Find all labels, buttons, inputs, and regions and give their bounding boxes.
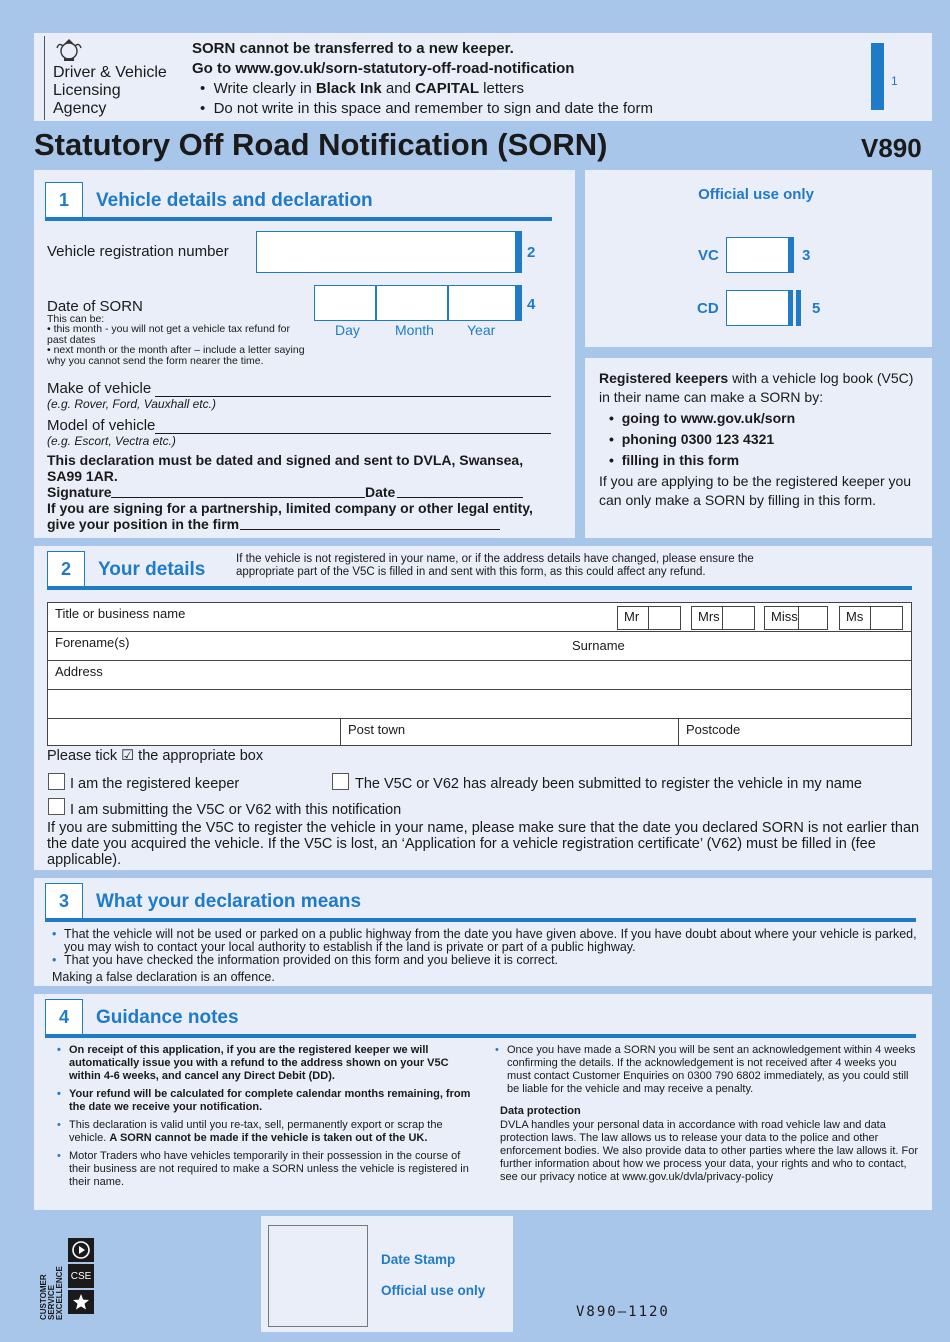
date-note-intro: This can be: xyxy=(47,313,105,325)
sorn-day-input[interactable] xyxy=(314,285,376,321)
section3-title: What your declaration means xyxy=(96,891,362,912)
official-use-footer: Official use only xyxy=(381,1283,486,1298)
model-example: (e.g. Escort, Vectra etc.) xyxy=(47,434,176,448)
model-input[interactable] xyxy=(155,418,551,434)
model-label: Model of vehicle xyxy=(47,417,156,434)
sign-date-input[interactable] xyxy=(397,484,523,498)
reg-number-label: Vehicle registration number xyxy=(47,243,229,260)
official-use-title: Official use only xyxy=(698,186,814,203)
keepers-outro: If you are applying to be the registered keeper you can only make a SORN by filling in this form. xyxy=(599,473,912,508)
sorn-date-bar xyxy=(515,285,522,321)
reg-number-bar xyxy=(515,231,522,273)
cse-play-icon xyxy=(68,1238,94,1262)
cse-label: CUSTOMER SERVICE EXCELLENCE xyxy=(39,1266,64,1320)
date-stamp-box[interactable] xyxy=(268,1225,368,1327)
v5c-note: If you are submitting the V5C to register the vehicle in your name, please make sure that the date you declared SORN is not earlier than the date you acquired the vehicle. If the V5C is lost, an ‘Application for a vehicle registration certificate’ (V62) must be filled in (fee applicable). xyxy=(47,820,920,868)
date-ref: 4 xyxy=(527,296,536,313)
post-town-field[interactable] xyxy=(340,718,679,746)
keepers-info xyxy=(599,369,924,510)
date-note-b2: • next month or the month after – include a letter saying why you cannot send the form nearer the time. xyxy=(47,344,305,367)
address-line1-field[interactable] xyxy=(47,660,912,690)
cse-badge: CSE xyxy=(68,1264,94,1288)
section3-number: 3 xyxy=(45,883,83,919)
declaration-means-item: • That the vehicle will not be used or parked on a public highway from the date you have given above. If you have doubt about where your vehicle is parked, you may wish to contact your local authority to establish if the land is private or part of a public highway. xyxy=(52,928,918,954)
data-protection-title: Data protection xyxy=(500,1105,581,1117)
title-miss-option[interactable]: Miss xyxy=(764,606,828,630)
surname-label: Surname xyxy=(572,638,625,653)
sorn-month-input[interactable] xyxy=(376,285,448,321)
reg-number-input[interactable] xyxy=(256,231,518,273)
section2-title: Your details xyxy=(98,559,206,580)
vc-input[interactable] xyxy=(726,237,790,273)
reg-ref: 2 xyxy=(527,244,536,261)
title-business-label: Title or business name xyxy=(55,606,186,621)
postcode-label: Postcode xyxy=(686,722,741,737)
address-line3-field[interactable] xyxy=(47,718,341,746)
year-label: Year xyxy=(467,322,496,338)
sorn-year-input[interactable] xyxy=(448,285,518,321)
vc-label: VC xyxy=(698,247,719,264)
guidance-item: • On receipt of this application, if you are the registered keeper we will automatically issue you with a refund to the address shown on your V5C within 4-6 weeks, and cancel any Direct Debit (DD). xyxy=(57,1044,482,1083)
cd-ref: 5 xyxy=(812,300,821,317)
guidance-item: • Your refund will be calculated for complete calendar months remaining, from the date we receive your notification. xyxy=(57,1088,482,1114)
date-stamp-label: Date Stamp xyxy=(381,1252,456,1267)
form-code: V890 xyxy=(861,133,922,163)
vc-ref: 3 xyxy=(802,247,811,264)
section1-title: Vehicle details and declaration xyxy=(96,190,373,211)
guidance-item: • Motor Traders who have vehicles temporarily in their possession in the course of their business are not required to make a SORN unless the vehicle is registered in their name. xyxy=(57,1150,482,1189)
cd-input[interactable] xyxy=(726,290,790,326)
page-marker-bar xyxy=(871,43,884,110)
month-label: Month xyxy=(395,322,434,338)
section2-rule xyxy=(47,586,912,590)
forename-label: Forename(s) xyxy=(55,635,130,650)
false-declaration-note: Making a false declaration is an offence. xyxy=(52,970,275,984)
guidance-item: • This declaration is valid until you re-tax, sell, permanently export or scrap the vehicle. A SORN cannot be made if the vehicle is taken out of the UK. xyxy=(57,1119,482,1145)
already-submitted-label: The V5C or V62 has already been submitted to register the vehicle in my name xyxy=(355,776,862,792)
post-town-label: Post town xyxy=(348,722,406,737)
agency-line1: Driver & Vehicle xyxy=(53,64,167,81)
section4-number: 4 xyxy=(45,999,83,1035)
section4-title: Guidance notes xyxy=(96,1007,239,1028)
agency-line3: Agency xyxy=(53,100,107,117)
keepers-option-form: • filling in this form xyxy=(609,452,740,468)
position-input[interactable] xyxy=(240,516,500,530)
cd-bar-1 xyxy=(788,290,793,326)
dvla-logo xyxy=(44,36,174,120)
make-input[interactable] xyxy=(155,381,551,397)
cd-label: CD xyxy=(697,300,719,317)
date-of-sorn-label: Date of SORN xyxy=(47,298,143,315)
partnership-text: If you are signing for a partnership, limited company or other legal entity, give your position in the firm xyxy=(47,500,533,532)
declaration-means-item: • That you have checked the information provided on this form and you believe it is correct. xyxy=(52,954,918,967)
keepers-option-online: • going to www.gov.uk/sorn xyxy=(609,410,796,426)
page-number: 1 xyxy=(891,74,898,88)
notice-no-transfer: SORN cannot be transferred to a new keeper. xyxy=(192,40,514,57)
cse-star-icon xyxy=(68,1290,94,1314)
vc-bar xyxy=(788,237,794,273)
form-title: Statutory Off Road Notification (SORN) xyxy=(34,127,608,162)
title-mrs-option[interactable]: Mrs xyxy=(691,606,755,630)
date-note-b1: • this month - you will not get a vehicle tax refund for past dates xyxy=(47,323,290,346)
section4-rule xyxy=(45,1034,916,1038)
keepers-intro: Registered keepers with a vehicle log book (V5C) in their name can make a SORN by: xyxy=(599,370,914,405)
registered-keeper-label: I am the registered keeper xyxy=(70,776,240,792)
forename-field[interactable] xyxy=(47,631,912,661)
notice-bullet2: • Do not write in this space and remember to sign and date the form xyxy=(200,100,653,117)
cse-logo xyxy=(34,1238,100,1318)
submitting-v5c-label: I am submitting the V5C or V62 with this notification xyxy=(70,802,402,818)
section1-rule xyxy=(45,217,552,221)
address-line2-field[interactable] xyxy=(47,689,912,719)
make-example: (e.g. Rover, Ford, Vauxhall etc.) xyxy=(47,397,216,411)
notice-bullet1: • Write clearly in Black Ink and CAPITAL letters xyxy=(200,80,524,97)
tick-prompt: Please tick ☑ the appropriate box xyxy=(47,748,264,764)
agency-line2: Licensing xyxy=(53,82,121,99)
signature-label: Signature xyxy=(47,484,112,500)
declaration-text: This declaration must be dated and signed and sent to DVLA, Swansea, SA99 1AR. xyxy=(47,452,524,484)
notice-url: Go to www.gov.uk/sorn-statutory-off-road-notification xyxy=(192,60,575,77)
guidance-left-list xyxy=(57,1044,482,1189)
day-label: Day xyxy=(335,322,360,338)
registered-keeper-checkbox[interactable] xyxy=(48,773,65,790)
data-protection-text: DVLA handles your personal data in accordance with road vehicle law and data protection laws. The law allows us to release your data to the police and other enforcement bodies. We also provide data to other parties where the law allows it. For further information about how we process your data, your rights and who to contact, see our privacy notice at www.gov.uk/dvla/privacy-policy xyxy=(500,1119,919,1183)
make-label: Make of vehicle xyxy=(47,380,152,397)
signature-input[interactable] xyxy=(111,484,365,498)
keepers-option-phone: • phoning 0300 123 4321 xyxy=(609,431,775,447)
section3-rule xyxy=(45,918,916,922)
submitting-v5c-checkbox[interactable] xyxy=(48,798,65,815)
crest-icon xyxy=(53,38,85,62)
sign-date-label: Date xyxy=(365,484,396,500)
section2-note: If the vehicle is not registered in your name, or if the address details have changed, please ensure the appropriate part of the V5C is filled in and sent with this form, as this could affect any refund. xyxy=(236,553,754,578)
guidance-right-list xyxy=(495,1044,920,1096)
title-mr-option[interactable]: Mr xyxy=(617,606,681,630)
already-submitted-checkbox[interactable] xyxy=(332,773,349,790)
section1-number: 1 xyxy=(45,182,83,218)
guidance-item: • Once you have made a SORN you will be sent an acknowledgement within 4 weeks confirming the details. If the acknowledgement is not received after 4 weeks you must contact Customer Enquiries on 0300 790 6802 immediately, as you could still be liable for the vehicle and may receive a penalty. xyxy=(495,1044,920,1096)
title-ms-option[interactable]: Ms xyxy=(839,606,903,630)
postcode-field[interactable] xyxy=(678,718,912,746)
declaration-means-list xyxy=(52,928,918,967)
address-label: Address xyxy=(55,664,103,679)
cd-bar-2 xyxy=(796,290,801,326)
section2-number: 2 xyxy=(47,551,85,587)
form-version-ref: V890–1120 xyxy=(576,1304,670,1320)
